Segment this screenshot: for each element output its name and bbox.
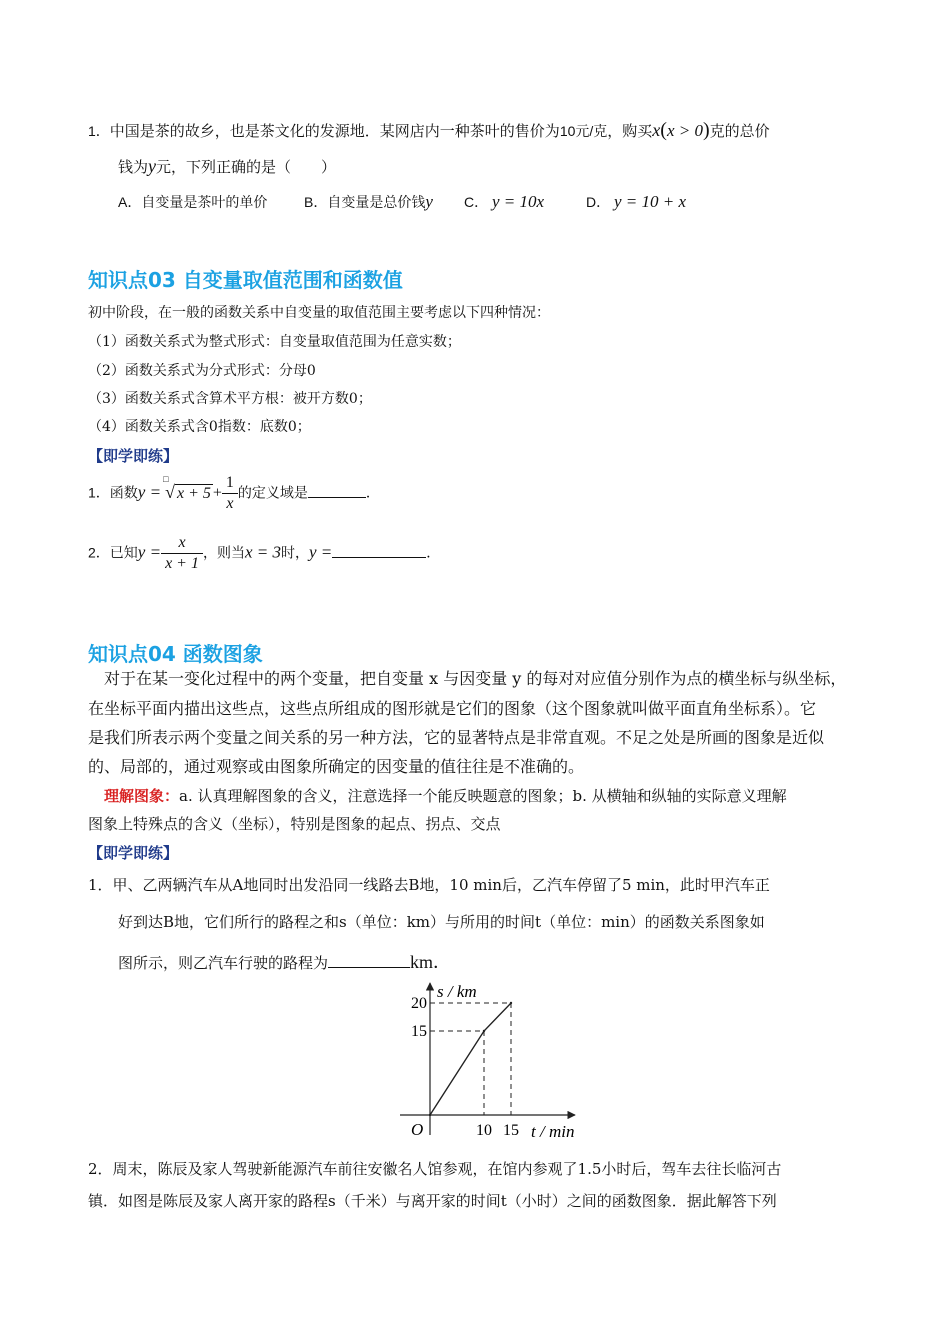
range-item-3: （3）函数关系式含算术平方根：被开方数0； bbox=[88, 391, 372, 407]
section-04-para-line2: 在坐标平面内描出这些点，这些点所组成的图形就是它们的图象（这个图象就叫做平面直角坐标系）。它 bbox=[88, 699, 817, 718]
option-d: D． y = 10 + x bbox=[586, 192, 687, 211]
practice-label-04: 【即学即练】 bbox=[88, 844, 179, 862]
x-tick-10: 10 bbox=[476, 1122, 492, 1139]
section-04-para-line1: 对于在某一变化过程中的两个变量，把自变量 x 与因变量 y 的每对对应值分别作为点的横坐标与纵坐标， bbox=[104, 669, 847, 688]
practice-04-q1-line3: 图所示，则乙汽车行驶的路程为 km． bbox=[118, 952, 452, 972]
practice-04-q2-line1: 2．周末，陈辰及家人驾驶新能源汽车前往安徽名人馆参观，在馆内参观了1.5小时后，驾车去往长临河古 bbox=[88, 1160, 782, 1178]
section-03-intro: 初中阶段，在一般的函数关系中自变量的取值范围主要考虑以下四种情况： bbox=[88, 305, 550, 321]
range-item-2: （2）函数关系式为分式形式：分母0 bbox=[88, 363, 316, 379]
practice-03-q1: 1．函数y = □ √ x + 5 + $\frac{1}{x}$ 的定义域是 ． bbox=[88, 473, 380, 512]
y-tick-15: 15 bbox=[411, 1023, 427, 1040]
y-axis-label: s / km bbox=[437, 982, 477, 1001]
x-tick-15: 15 bbox=[503, 1122, 519, 1139]
origin-label: O bbox=[411, 1120, 424, 1139]
data-point-1 bbox=[483, 1030, 485, 1032]
data-point-2 bbox=[510, 1002, 512, 1004]
question-1-line2: 钱为y元，下列正确的是（ ） bbox=[118, 156, 337, 176]
practice-03-q2: 2．已知y = $\frac{x}{x + 1}$ ，则当x = 3时，y = ． bbox=[88, 534, 441, 572]
x-axis-label: t / min bbox=[531, 1122, 575, 1141]
understand-line2: 图象上特殊点的含义（坐标），特别是图象的起点、拐点、交点 bbox=[88, 815, 501, 833]
section-04-para-line3: 是我们所表示两个变量之间关系的另一种方法，它的显著特点是非常直观。不足之处是所画的图象是近似 bbox=[88, 728, 825, 747]
understand-line1: 理解图象：a. 认真理解图象的含义，注意选择一个能反映题意的图象；b. 从横轴和纵轴的实际意义理解 bbox=[104, 787, 787, 805]
understand-label: 理解图象： bbox=[104, 787, 180, 805]
data-point-0 bbox=[429, 1114, 431, 1116]
option-b: B．自变量是总价钱y bbox=[304, 192, 433, 211]
practice-04-q1-line1: 1．甲、乙两辆汽车从A地同时出发沿同一线路去B地，10 min后，乙汽车停留了5 min，此时甲汽车正 bbox=[88, 876, 770, 894]
range-item-1: （1）函数关系式为整式形式：自变量取值范围为任意实数； bbox=[88, 334, 461, 350]
y-tick-20: 20 bbox=[411, 995, 427, 1012]
distance-time-chart bbox=[385, 975, 590, 1145]
practice-04-q1-line2: 好到达B地，它们所行的路程之和s（单位：km）与所用的时间t（单位：min）的函数关系图象如 bbox=[118, 913, 765, 931]
practice-label-03: 【即学即练】 bbox=[88, 447, 179, 465]
option-a: A．自变量是茶叶的单价 bbox=[118, 194, 268, 210]
section-03-heading: 知识点03 自变量取值范围和函数值 bbox=[88, 268, 403, 292]
practice-04-q2-line2: 镇．如图是陈辰及家人离开家的路程s（千米）与离开家的时间t（小时）之间的函数图象．据此解答下列 bbox=[88, 1192, 777, 1210]
section-04-heading: 知识点04 函数图象 bbox=[88, 642, 263, 666]
range-item-4: （4）函数关系式含0指数：底数0； bbox=[88, 419, 311, 435]
section-04-para-line4: 的、局部的，通过观察或由图象所确定的因变量的值往往是不准确的。 bbox=[88, 757, 585, 776]
option-c: C． y = 10x bbox=[464, 192, 545, 211]
question-1-line1: 1．中国是茶的故乡，也是茶文化的发源地．某网店内一种茶叶的售价为10元/克，购买x(x > 0)克的总价 bbox=[88, 119, 770, 141]
series-line bbox=[430, 1003, 511, 1115]
